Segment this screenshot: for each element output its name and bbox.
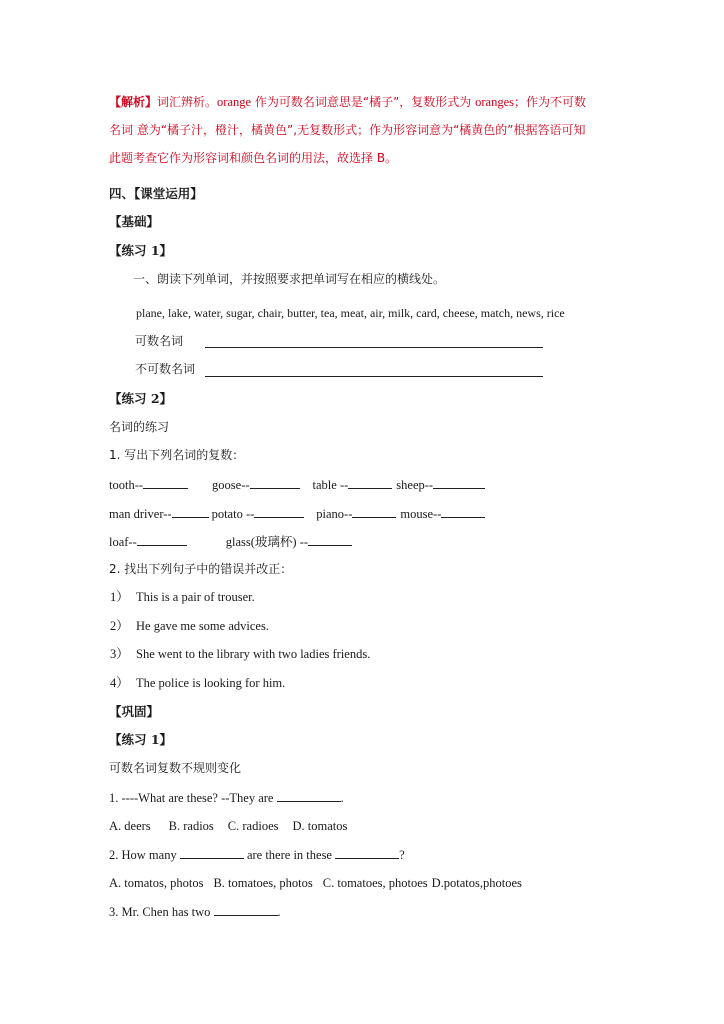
plural-row-1 xyxy=(109,476,485,493)
countable-label: 可数名词 xyxy=(135,334,184,348)
answer-blank[interactable] xyxy=(352,505,396,518)
mc-question-1 xyxy=(109,789,344,806)
basic-heading: 【基础】 xyxy=(109,214,160,229)
option: B. radios xyxy=(168,819,214,833)
exercise-2-subtitle: 名词的练习 xyxy=(109,420,170,434)
analysis-tag: 【解析】 xyxy=(109,95,158,109)
sentence-number: 1） xyxy=(110,590,129,604)
exercise-2-heading: 【练习 2】 xyxy=(109,391,173,406)
sentence-text: This is a pair of trouser. xyxy=(136,590,255,604)
countable-answer-line[interactable] xyxy=(205,347,543,348)
analysis-text: 词汇辨析。 xyxy=(157,95,218,109)
sentence-item xyxy=(110,675,285,691)
question-text: . xyxy=(340,791,344,805)
sentence-item xyxy=(110,618,269,634)
consolidate-heading: 【巩固】 xyxy=(109,704,160,719)
plural-row-2 xyxy=(109,505,485,522)
sentence-item xyxy=(110,646,370,662)
answer-blank[interactable] xyxy=(214,903,278,916)
option: C. radioes xyxy=(227,819,279,833)
question-text: . xyxy=(277,905,281,919)
question-1-title: 1. 写出下列名词的复数： xyxy=(109,448,245,462)
plural-item: goose-- xyxy=(212,478,250,492)
uncountable-label: 不可数名词 xyxy=(135,362,196,376)
option: A. tomatos, photos xyxy=(109,876,204,890)
plural-item: loaf-- xyxy=(109,535,137,549)
plural-item: glass(玻璃杯) -- xyxy=(225,535,309,549)
analysis-line-3: 此题考查它作为形容词和颜色名词的用法，故选择 B。 xyxy=(109,151,398,165)
analysis-line-1 xyxy=(109,94,586,110)
sentence-number: 2） xyxy=(110,619,129,633)
answer-blank[interactable] xyxy=(277,789,341,802)
sentence-item xyxy=(110,589,255,605)
analysis-word: orange xyxy=(217,95,252,109)
mc-options-1 xyxy=(109,818,347,834)
question-text: 3. Mr. Chen has two xyxy=(109,905,214,919)
option: D.potatos,photoes xyxy=(431,876,522,890)
mc-options-2 xyxy=(109,875,522,891)
sentence-number: 4） xyxy=(110,676,129,690)
plural-item: table -- xyxy=(312,478,349,492)
plural-item: mouse-- xyxy=(400,507,442,521)
option: B. tomatoes, photos xyxy=(213,876,313,890)
plural-item: man driver-- xyxy=(109,507,172,521)
question-2-title: 2. 找出下列句子中的错误并改正： xyxy=(109,562,293,576)
answer-blank[interactable] xyxy=(172,505,209,518)
answer-blank[interactable] xyxy=(348,476,392,489)
question-text: 1. ----What are these? --They are xyxy=(109,791,277,805)
option: C. tomatoes, photoes xyxy=(322,876,428,890)
sentence-text: She went to the library with two ladies friends. xyxy=(136,647,371,661)
mc-question-2 xyxy=(109,846,405,863)
plural-item: sheep-- xyxy=(396,478,434,492)
section-title: 四、【课堂运用】 xyxy=(109,186,203,201)
analysis-text: 作为可数名词意思是“橘子”，复数形式为 xyxy=(251,95,476,109)
question-text: are there in these xyxy=(243,848,336,862)
question-text: 2. How many xyxy=(109,848,180,862)
answer-blank[interactable] xyxy=(250,476,300,489)
analysis-word: oranges xyxy=(475,95,514,109)
uncountable-answer-line[interactable] xyxy=(205,376,543,377)
plural-row-3 xyxy=(109,533,352,550)
sentence-text: He gave me some advices. xyxy=(136,619,269,633)
sentence-text: The police is looking for him. xyxy=(136,676,286,690)
answer-blank[interactable] xyxy=(441,505,485,518)
answer-blank[interactable] xyxy=(335,846,399,859)
question-text: ? xyxy=(399,848,405,862)
answer-blank[interactable] xyxy=(254,505,304,518)
plural-item: piano-- xyxy=(316,507,353,521)
word-list: plane, lake, water, sugar, chair, butter, tea, meat, air, milk, card, cheese, match, news, rice xyxy=(136,306,565,320)
exercise-1-instruction: 一、朗读下列单词，并按照要求把单词写在相应的横线处。 xyxy=(133,272,446,286)
answer-blank[interactable] xyxy=(433,476,485,489)
exercise-3-heading: 【练习 1】 xyxy=(109,732,173,747)
answer-blank[interactable] xyxy=(308,533,352,546)
exercise-3-subtitle: 可数名词复数不规则变化 xyxy=(109,761,242,775)
answer-blank[interactable] xyxy=(180,846,244,859)
option: D. tomatos xyxy=(292,819,348,833)
answer-blank[interactable] xyxy=(137,533,187,546)
exercise-1-heading: 【练习 1】 xyxy=(109,243,173,258)
plural-item: potato -- xyxy=(211,507,255,521)
option: A. deers xyxy=(109,819,151,833)
analysis-text: ；作为不可数 xyxy=(514,95,587,109)
answer-blank[interactable] xyxy=(143,476,188,489)
analysis-line-2: 名词 意为“橘子汁，橙汁，橘黄色”,无复数形式；作为形容词意为“橘黄色的”根据答语可知 xyxy=(109,123,586,137)
sentence-number: 3） xyxy=(110,647,129,661)
mc-question-3 xyxy=(109,903,281,920)
plural-item: tooth-- xyxy=(109,478,144,492)
